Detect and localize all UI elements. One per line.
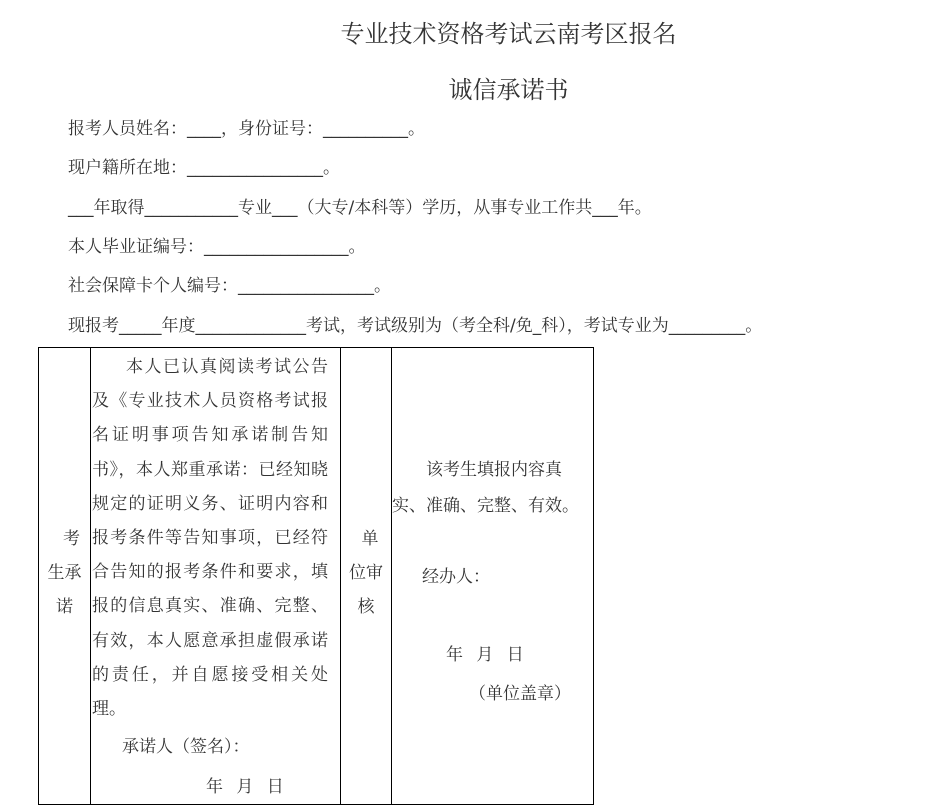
form-line-residence: 现户籍所在地：________________。 — [68, 158, 340, 178]
column-divider — [90, 348, 91, 804]
document-title-line2: 诚信承诺书 — [448, 76, 569, 104]
form-line-exam-info: 现报考_____年度_____________考试，考试级别为（考全科/免_科），考试专业为_________。 — [68, 316, 763, 336]
handler-label: 经办人： — [422, 567, 490, 587]
candidate-commitment-label: 考 生承 诺 — [47, 529, 82, 617]
column-divider — [391, 348, 392, 804]
review-statement: 该考生填报内容真实、准确、完整、有效。 — [392, 460, 579, 516]
form-line-social-security: 社会保障卡个人编号：________________。 — [68, 276, 391, 296]
commitment-statement: 本人已认真阅读考试公告及《专业技术人员资格考试报名证明事项告知承诺制告知书》，本人郑重承诺：已经知晓规定的证明义务、证明内容和报考条件等告知事项，已经符合告知的报考条件和要求，填报的信息真实、准确、完整、有效，本人愿意承担虚假承诺的责任，并自愿接受相关处理。 — [92, 357, 328, 720]
promise-date: 年 月 日 — [206, 777, 284, 797]
form-line-name-id: 报考人员姓名：____，身份证号：__________。 — [68, 119, 425, 139]
document-title-line1: 专业技术资格考试云南考区报名 — [340, 20, 677, 48]
unit-seal-label: （单位盖章） — [469, 684, 571, 704]
unit-review-label: 单 位审 核 — [349, 529, 383, 617]
form-line-education: ___年取得___________专业___（大专/本科等）学历，从事专业工作共___年。 — [68, 198, 652, 218]
form-line-diploma-number: 本人毕业证编号：_________________。 — [68, 237, 366, 257]
promisor-signature-label: 承诺人（签名）： — [122, 737, 250, 757]
commitment-table — [38, 347, 594, 805]
review-date: 年 月 日 — [446, 645, 524, 665]
